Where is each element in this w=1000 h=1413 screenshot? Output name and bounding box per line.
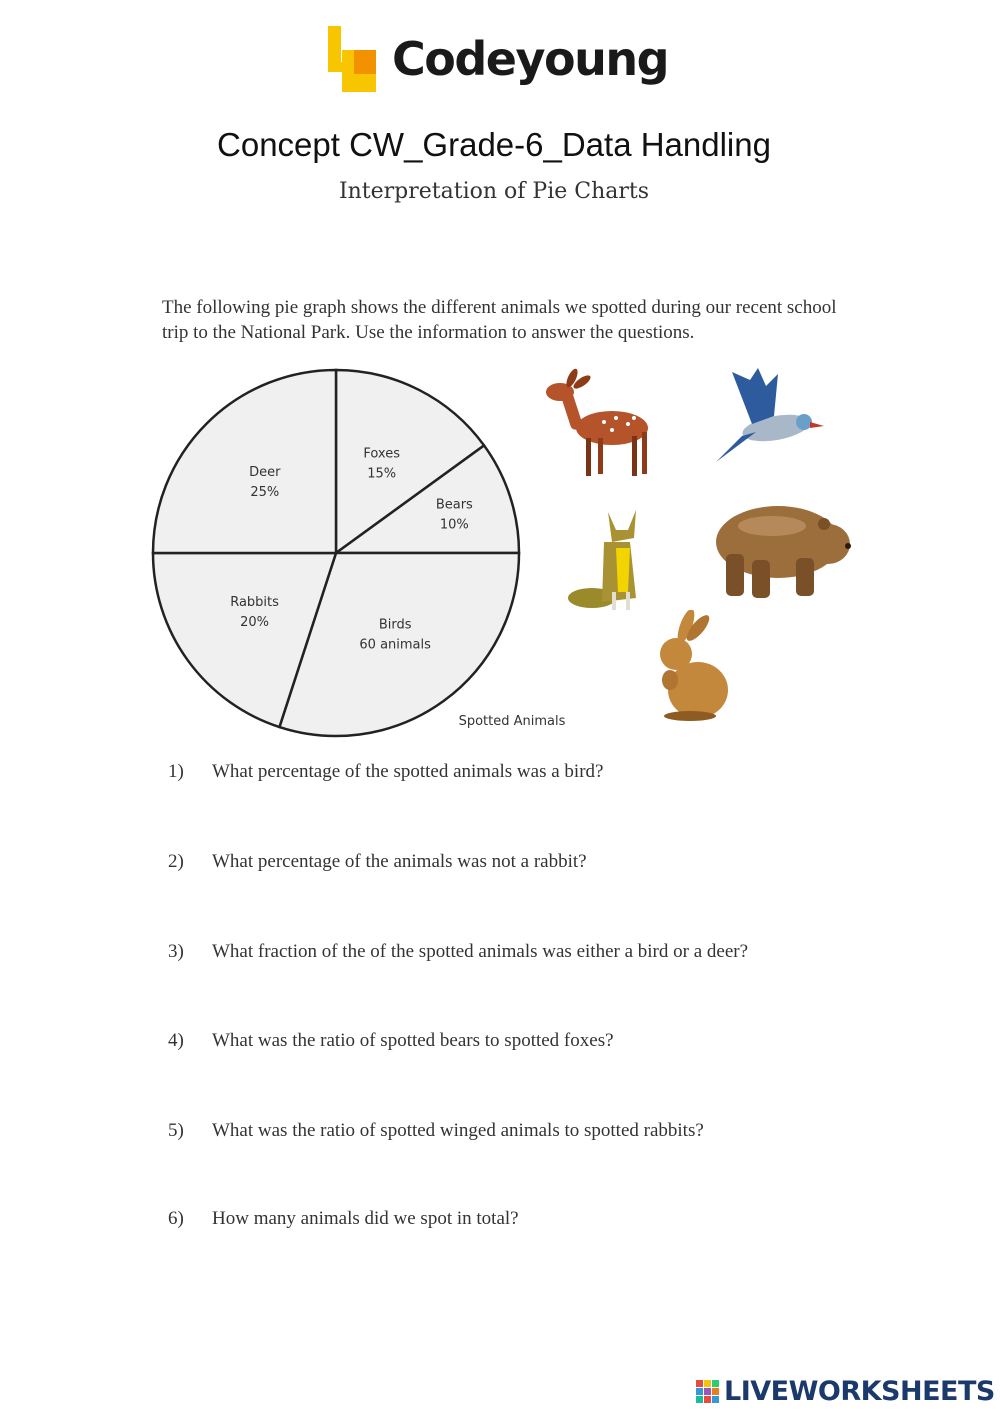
- question-5: [168, 1120, 928, 1142]
- question-text: What was the ratio of spotted winged animals to spotted rabbits?: [212, 1120, 704, 1141]
- bird-icon: [712, 366, 827, 468]
- question-6: [168, 1208, 928, 1230]
- question-1: [168, 761, 928, 783]
- rabbit-icon: [650, 610, 734, 722]
- question-text: What percentage of the animals was not a rabbit?: [212, 851, 587, 872]
- slice-name-label: Bears: [435, 497, 473, 513]
- slice-name-label: Deer: [249, 464, 281, 480]
- slice-name-label: Foxes: [363, 446, 401, 462]
- document-subtitle: Interpretation of Pie Charts: [338, 179, 650, 204]
- question-4: [168, 1030, 928, 1052]
- question-number: 6): [168, 1208, 184, 1229]
- slice-value-label: 15%: [367, 466, 397, 482]
- slice-value-label: 10%: [439, 517, 469, 533]
- question-text: How many animals did we spot in total?: [212, 1208, 519, 1229]
- document-title: Concept CW_Grade-6_Data Handling: [217, 126, 771, 163]
- codeyoung-logo: [326, 22, 686, 102]
- liveworksheets-mark-icon: [696, 1380, 720, 1408]
- question-text: What was the ratio of spotted bears to spotted foxes?: [212, 1030, 614, 1051]
- intro-paragraph: The following pie graph shows the different animals we spotted during our recent school trip to the National Park. Use the information to answer the questions.: [162, 297, 837, 343]
- slice-value-label: 20%: [240, 615, 270, 631]
- liveworksheets-logo: [696, 1374, 996, 1410]
- brand-name: Codeyoung: [392, 32, 668, 86]
- chart-title: Spotted Animals: [458, 714, 566, 729]
- slice-value-label: 60 animals: [359, 637, 431, 653]
- question-3: [168, 941, 928, 963]
- slice-name-label: Birds: [378, 617, 412, 633]
- slice-name-label: Rabbits: [230, 595, 279, 611]
- question-text: What fraction of the of the spotted animals was either a bird or a deer?: [212, 941, 749, 962]
- fox-icon: [564, 502, 650, 614]
- question-number: 1): [168, 761, 184, 782]
- pie-chart: [140, 360, 580, 750]
- question-number: 3): [168, 941, 184, 962]
- question-number: 2): [168, 851, 184, 872]
- question-number: 4): [168, 1030, 184, 1051]
- question-2: [168, 851, 928, 873]
- liveworksheets-text: LIVEWORKSHEETS: [724, 1376, 995, 1407]
- codeyoung-mark-icon: [326, 22, 386, 98]
- pie-slice-deer: [153, 370, 336, 553]
- question-text: What percentage of the spotted animals was a bird?: [212, 761, 604, 782]
- deer-icon: [542, 366, 662, 482]
- question-number: 5): [168, 1120, 184, 1141]
- slice-value-label: 25%: [250, 484, 280, 500]
- bear-icon: [712, 494, 854, 600]
- pie-slices: [153, 370, 519, 736]
